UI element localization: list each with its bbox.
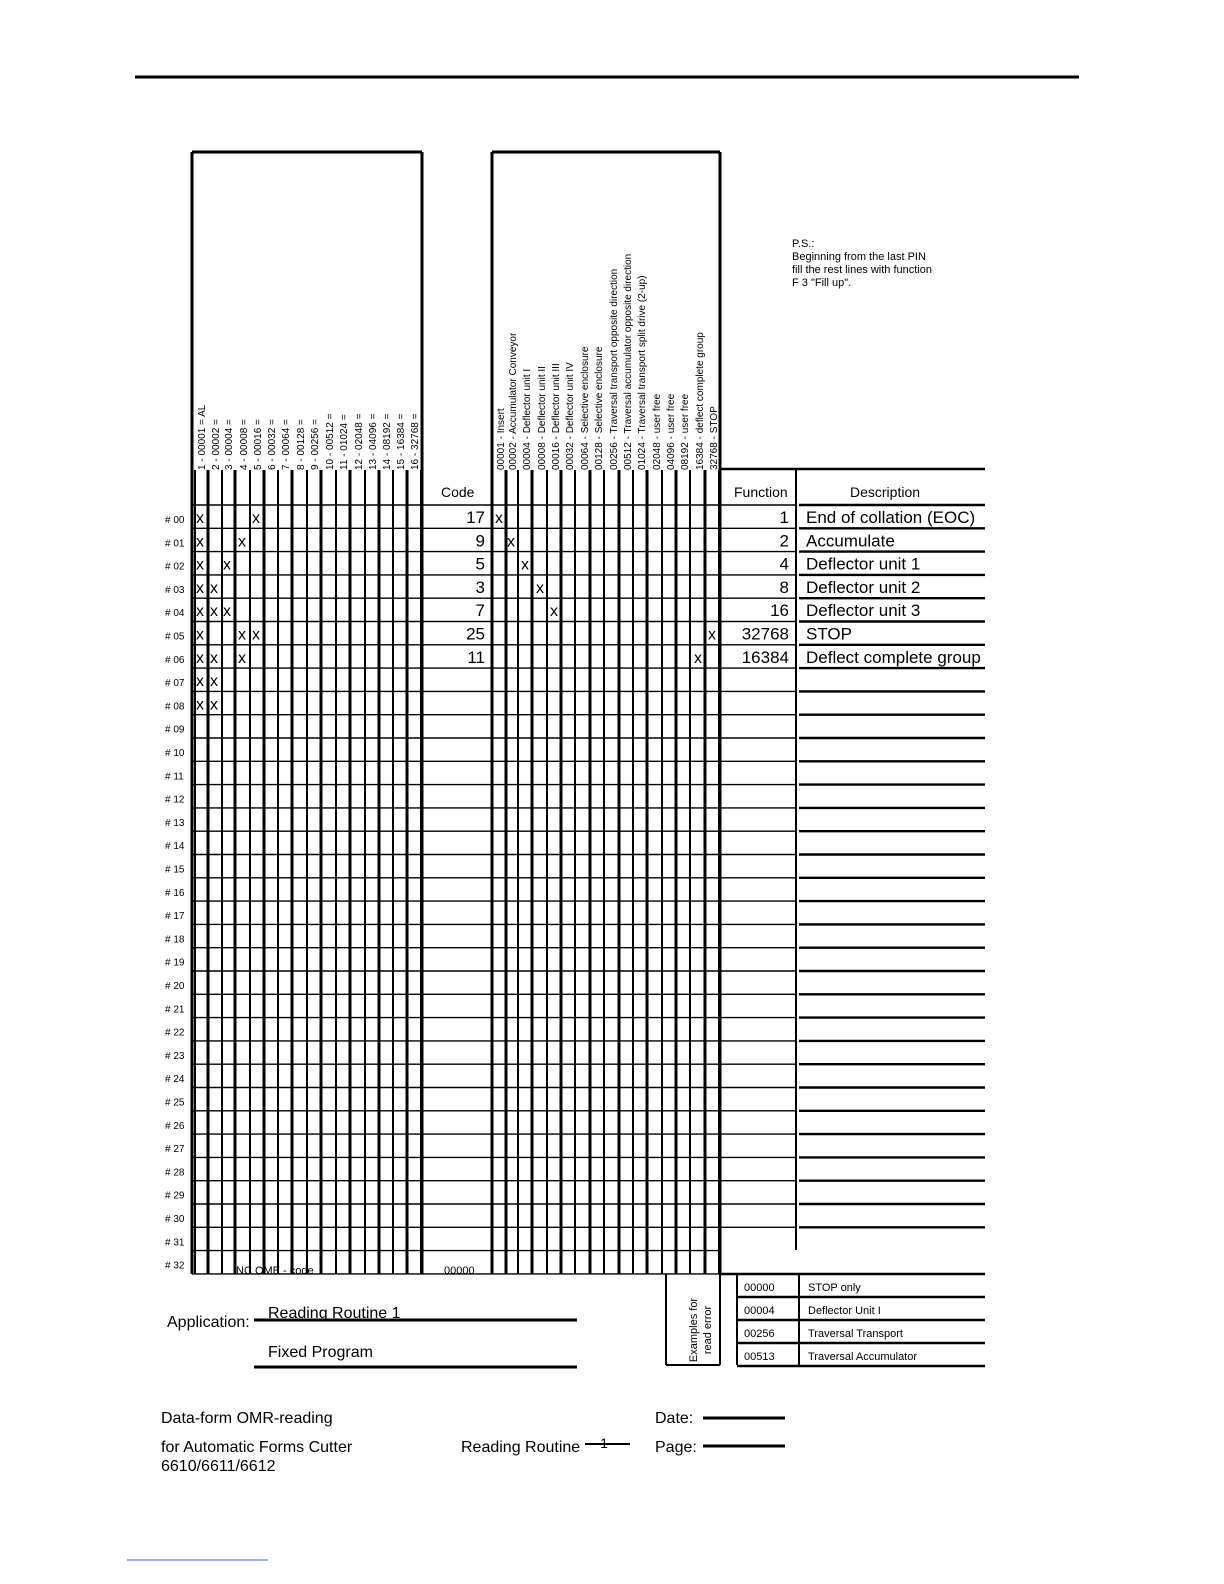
- pin-label: 10 - 00512 =: [325, 413, 336, 470]
- pin-label: 1 - 00001 = AL: [197, 404, 208, 470]
- ps-note-line-2: Beginning from the last PIN: [792, 251, 926, 263]
- description-value: Accumulate: [806, 531, 895, 551]
- pin-label: 7 - 00064 =: [281, 419, 292, 470]
- function-label: 00004 - Deflector unit I: [522, 368, 533, 470]
- row-label: # 03: [165, 584, 185, 596]
- function-mark: x: [536, 579, 544, 597]
- read-error-code: 00256: [744, 1328, 775, 1340]
- function-value: 1: [779, 508, 789, 527]
- code-value: 25: [466, 624, 485, 644]
- footer-title-2: for Automatic Forms Cutter: [161, 1439, 353, 1456]
- nc-ome-code-label: NC OME - code: [236, 1265, 314, 1277]
- description-header: Description: [850, 484, 921, 500]
- read-error-code: 00004: [744, 1305, 775, 1317]
- function-label: 00001 - Insert: [496, 408, 507, 470]
- description-value: Deflector unit 3: [806, 601, 921, 621]
- pin-mark: x: [196, 603, 204, 621]
- row-label: # 11: [165, 771, 184, 783]
- function-value: 16: [770, 601, 789, 621]
- row-label: # 23: [165, 1050, 185, 1062]
- read-error-text: Deflector Unit I: [808, 1305, 881, 1317]
- read-error-code: 00000: [744, 1282, 775, 1294]
- function-label: 00256 - Traversal transport opposite direction: [609, 268, 620, 470]
- pin-mark: x: [210, 603, 218, 621]
- row-label: # 02: [165, 561, 185, 573]
- nc-ome-code-value: 00000: [444, 1265, 475, 1277]
- application-label: Application:: [167, 1314, 250, 1331]
- pin-mark: x: [196, 673, 204, 691]
- row-label: # 08: [165, 701, 185, 713]
- footer-title-3: 6610/6611/6612: [161, 1458, 276, 1475]
- function-label: 02048 - user free: [652, 393, 663, 470]
- description-value: STOP: [806, 624, 852, 644]
- pin-mark: x: [210, 673, 218, 691]
- function-label: 16384 - deflect complete group: [695, 332, 706, 470]
- pin-label: 5 - 00016 =: [253, 419, 264, 470]
- function-label: 01024 - Traversal transport split drive (2-up): [637, 275, 648, 470]
- description-value: End of collation (EOC): [806, 508, 976, 527]
- pin-label: 4 - 00008 =: [239, 419, 250, 470]
- row-label: # 25: [165, 1097, 185, 1109]
- row-label: # 04: [165, 608, 185, 620]
- pin-mark: x: [223, 603, 231, 621]
- code-value: 11: [467, 647, 485, 667]
- function-label: 00128 - Selective enclosure: [594, 346, 605, 470]
- row-label: # 18: [165, 934, 185, 946]
- read-error-text: Traversal Transport: [808, 1328, 903, 1340]
- function-value: 16384: [741, 647, 789, 667]
- code-value: 5: [475, 554, 485, 574]
- pin-label: 2 - 00002 =: [211, 419, 222, 470]
- row-label: # 16: [165, 887, 185, 899]
- ps-note-line-3: fill the rest lines with function: [792, 264, 933, 276]
- function-mark: x: [694, 649, 702, 667]
- pin-mark: x: [210, 579, 218, 597]
- function-header: Function: [734, 484, 788, 500]
- ps-note-line-4: F 3 "Fill up".: [792, 277, 852, 289]
- pin-mark: x: [252, 626, 260, 644]
- function-label: 00008 - Deflector unit II: [537, 366, 548, 470]
- function-mark: x: [550, 603, 558, 621]
- row-label: # 24: [165, 1074, 185, 1086]
- pin-label: 9 - 00256 =: [310, 419, 321, 470]
- pin-label: 6 - 00032 =: [267, 419, 278, 470]
- function-mark: x: [507, 533, 515, 551]
- read-error-text: STOP only: [808, 1282, 861, 1294]
- function-label: 00512 - Traversal accumulator opposite direction: [623, 253, 634, 470]
- row-label: # 05: [165, 631, 185, 643]
- application-line-2: Fixed Program: [268, 1344, 373, 1361]
- ps-note-line-1: P.S.:: [792, 238, 815, 250]
- pin-label: 13 - 04096 =: [368, 413, 379, 470]
- description-value: Deflect complete group: [806, 647, 981, 667]
- function-label: 04096 - user free: [666, 393, 677, 470]
- description-value: Deflector unit 1: [806, 554, 921, 574]
- function-label: 32768 - STOP: [709, 406, 720, 470]
- code-value: 17: [466, 508, 485, 527]
- row-label: # 30: [165, 1214, 185, 1225]
- function-mark: x: [521, 556, 529, 574]
- function-mark: x: [708, 626, 716, 644]
- row-label: # 19: [165, 957, 185, 969]
- row-label: # 27: [165, 1144, 185, 1156]
- row-label: # 10: [165, 748, 185, 759]
- pin-mark: x: [196, 510, 204, 527]
- pin-mark: x: [196, 556, 204, 574]
- row-label: # 20: [165, 981, 185, 992]
- function-value: 32768: [741, 624, 789, 644]
- row-label: # 26: [165, 1120, 185, 1132]
- row-label: # 22: [165, 1027, 185, 1039]
- row-label: # 01: [165, 538, 185, 550]
- pin-mark: x: [210, 696, 218, 714]
- reading-routine-label: Reading Routine: [461, 1439, 581, 1456]
- row-label: # 07: [165, 678, 185, 690]
- pin-label: 16 - 32768 =: [410, 413, 421, 470]
- code-value: 7: [475, 601, 485, 621]
- row-label: # 14: [165, 841, 185, 853]
- row-label: # 31: [165, 1237, 185, 1249]
- pin-mark: x: [238, 533, 246, 551]
- row-label: # 09: [165, 724, 185, 736]
- row-label: # 12: [165, 794, 185, 806]
- page-label: Page:: [655, 1439, 697, 1456]
- row-label: # 06: [165, 654, 185, 666]
- function-label: 00002 - Accumulator Conveyor: [508, 332, 519, 470]
- pin-label: 14 - 08192 =: [382, 413, 393, 470]
- row-label: # 15: [165, 864, 185, 876]
- row-label: # 29: [165, 1190, 185, 1202]
- form-lines: [127, 77, 1079, 1560]
- read-error-label-2: read error: [702, 1305, 714, 1355]
- row-label: # 00: [165, 515, 185, 526]
- row-label: # 17: [165, 911, 185, 923]
- row-label: # 21: [165, 1004, 185, 1016]
- pin-mark: x: [196, 696, 204, 714]
- description-value: Deflector unit 2: [806, 577, 921, 597]
- footer-title-1: Data-form OMR-reading: [161, 1410, 333, 1427]
- function-label: 00016 - Deflector unit III: [551, 363, 562, 470]
- row-label: # 13: [165, 817, 185, 829]
- reading-routine-value: 1: [600, 1435, 608, 1451]
- pin-mark: x: [196, 626, 204, 644]
- pin-label: 3 - 00004 =: [224, 419, 235, 470]
- row-label: # 32: [165, 1260, 185, 1272]
- function-value: 2: [779, 531, 789, 551]
- function-label: 00064 - Selective enclosure: [580, 346, 591, 470]
- pin-mark: x: [196, 649, 204, 667]
- read-error-text: Traversal Accumulator: [808, 1351, 918, 1363]
- pin-mark: x: [196, 579, 204, 597]
- pin-mark: x: [238, 649, 246, 667]
- function-label: 08192 - user free: [680, 393, 691, 470]
- code-value: 3: [475, 577, 485, 597]
- application-line-1: Reading Routine 1: [268, 1305, 401, 1322]
- pin-mark: x: [238, 626, 246, 644]
- pin-mark: x: [223, 556, 231, 574]
- row-label: # 28: [165, 1167, 185, 1179]
- pin-label: 15 - 16384 =: [396, 413, 407, 470]
- function-mark: x: [495, 510, 503, 527]
- date-label: Date:: [655, 1410, 694, 1427]
- function-label: 00032 - Deflector unit IV: [565, 362, 576, 470]
- pin-mark: x: [210, 649, 218, 667]
- pin-label: 8 - 00128 =: [296, 419, 307, 470]
- function-value: 8: [779, 577, 789, 597]
- pin-mark: x: [252, 510, 260, 527]
- read-error-label-1: Examples for: [688, 1297, 700, 1363]
- pin-label: 11 - 01024 =: [339, 414, 350, 470]
- pin-mark: x: [196, 533, 204, 551]
- read-error-code: 00513: [744, 1351, 775, 1363]
- code-header: Code: [441, 484, 475, 500]
- pin-label: 12 - 02048 =: [354, 413, 365, 470]
- function-value: 4: [779, 554, 789, 574]
- code-value: 9: [475, 531, 485, 551]
